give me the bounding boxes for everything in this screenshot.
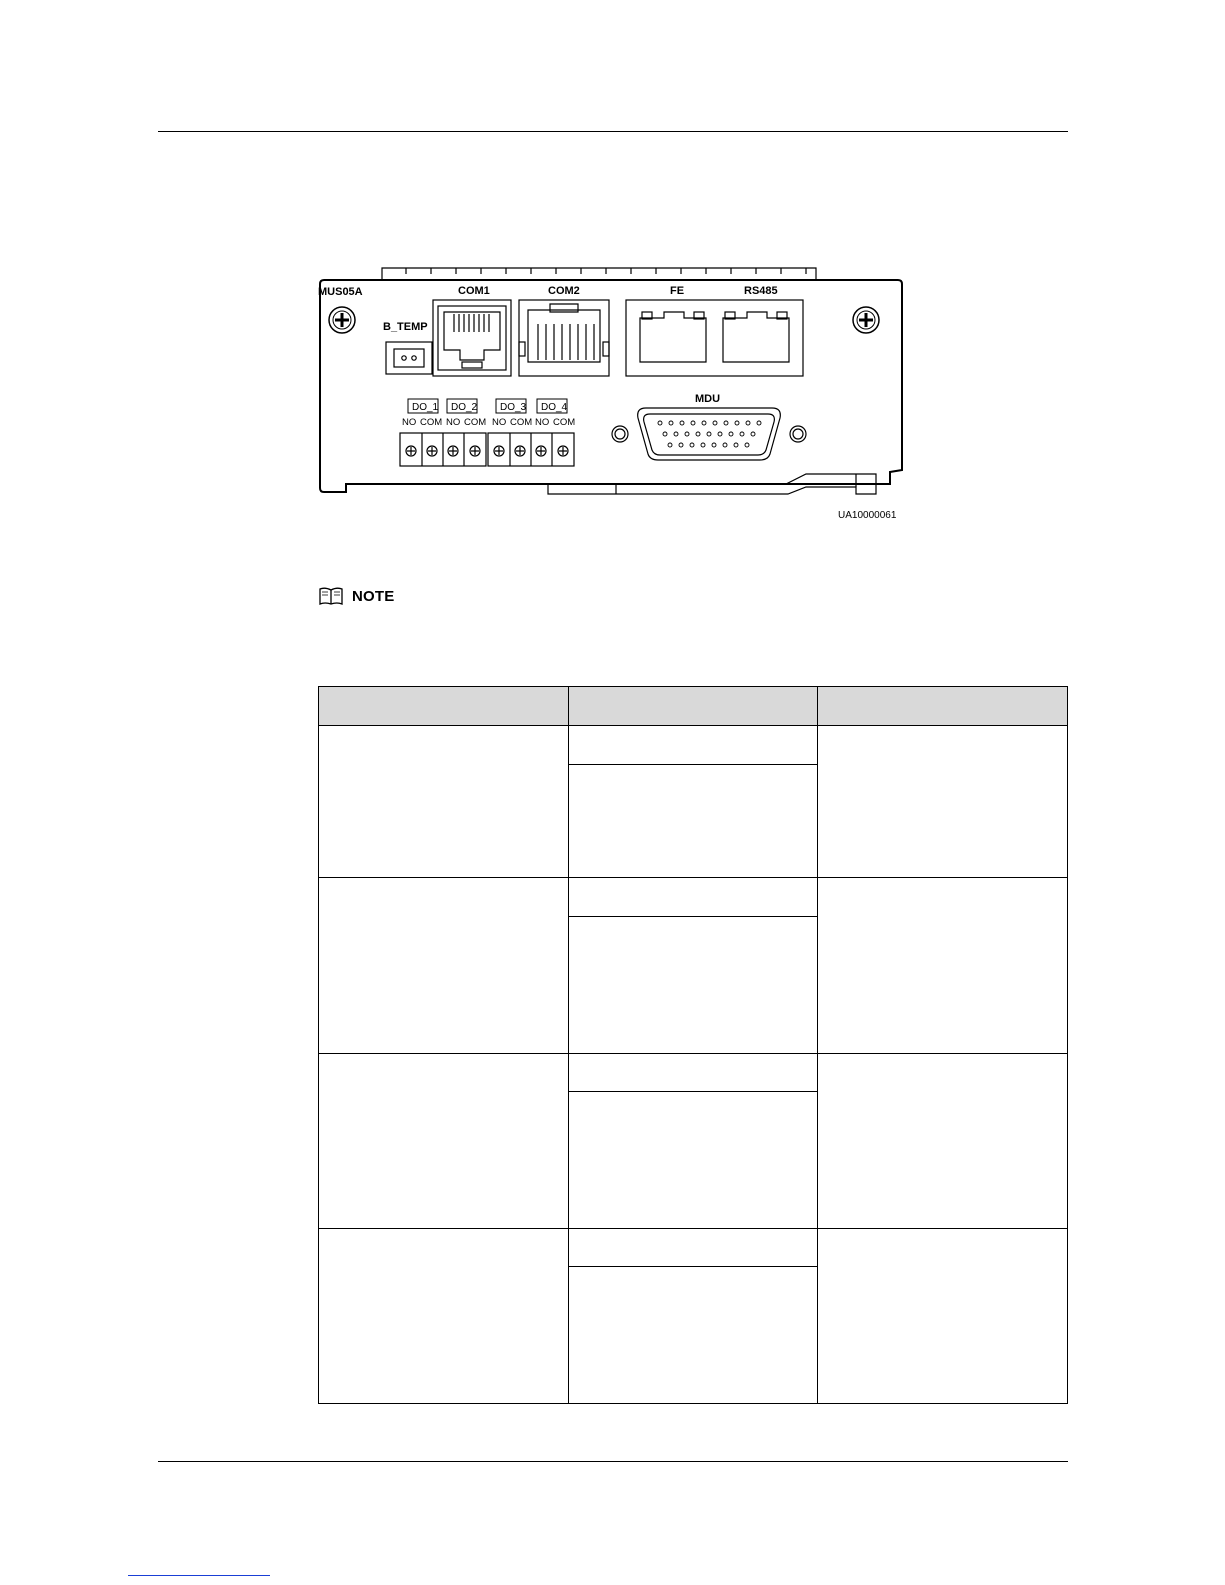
table-row bbox=[319, 1053, 1068, 1091]
do1-label: DO_1 bbox=[412, 402, 439, 413]
do1-com-label: COM bbox=[420, 417, 443, 428]
table-row bbox=[319, 878, 1068, 916]
table-row bbox=[319, 726, 1068, 764]
terminal-block-icon[interactable] bbox=[400, 433, 486, 466]
table-cell bbox=[568, 1267, 818, 1404]
b-temp-label: B_TEMP bbox=[383, 321, 428, 333]
table-cell bbox=[568, 764, 818, 878]
do3-label: DO_3 bbox=[500, 402, 527, 413]
book-icon bbox=[318, 586, 344, 606]
panel-outline bbox=[320, 280, 902, 492]
footer-rule bbox=[158, 1461, 1068, 1462]
note-label: NOTE bbox=[352, 587, 395, 605]
rs485-label: RS485 bbox=[744, 285, 778, 297]
header-rule bbox=[158, 131, 1068, 132]
do3-no-label: NO bbox=[492, 417, 507, 428]
com2-port[interactable] bbox=[519, 300, 609, 376]
heatsink-fins bbox=[382, 268, 816, 280]
table-cell bbox=[568, 1053, 818, 1091]
table-cell bbox=[319, 1053, 569, 1228]
do2-label-box bbox=[447, 399, 478, 413]
do2-com-label: COM bbox=[464, 417, 487, 428]
do3-com-label: COM bbox=[510, 417, 533, 428]
table-row bbox=[319, 1228, 1068, 1266]
table-cell bbox=[818, 1228, 1068, 1403]
table-header-cell bbox=[319, 687, 569, 726]
fe-label: FE bbox=[670, 285, 685, 297]
rs485-port[interactable] bbox=[723, 312, 789, 362]
do1-no-label: NO bbox=[402, 417, 417, 428]
do3-label-box bbox=[496, 399, 527, 413]
board-label: MUS05A bbox=[318, 286, 363, 298]
table-cell bbox=[568, 726, 818, 764]
table-header-row bbox=[319, 687, 1068, 726]
footer-link-underline[interactable] bbox=[128, 1575, 270, 1576]
mus05a-panel-figure bbox=[316, 262, 916, 532]
com1-port[interactable] bbox=[433, 300, 511, 376]
do4-com-label: COM bbox=[553, 417, 576, 428]
table-cell bbox=[319, 726, 569, 878]
table-cell bbox=[818, 1053, 1068, 1228]
table-cell bbox=[568, 916, 818, 1053]
terminal-block-icon[interactable] bbox=[488, 433, 574, 466]
table-header-cell bbox=[568, 687, 818, 726]
figure-id: UA10000061 bbox=[838, 510, 897, 521]
do2-label: DO_2 bbox=[451, 402, 478, 413]
db-connector-icon[interactable] bbox=[612, 408, 806, 460]
b-temp-connector[interactable] bbox=[386, 342, 432, 374]
table-header-cell bbox=[818, 687, 1068, 726]
do1-label-box bbox=[408, 399, 439, 413]
table-cell bbox=[568, 878, 818, 916]
fe-port[interactable] bbox=[640, 312, 706, 362]
table-cell bbox=[319, 1228, 569, 1403]
port-description-table bbox=[318, 686, 1068, 1404]
do4-label: DO_4 bbox=[541, 402, 568, 413]
screw-icon bbox=[329, 307, 355, 333]
note-callout bbox=[318, 586, 394, 606]
mdu-label: MDU bbox=[695, 393, 721, 405]
table-cell bbox=[568, 1228, 818, 1266]
do2-no-label: NO bbox=[446, 417, 461, 428]
table-cell bbox=[818, 878, 1068, 1053]
screw-icon bbox=[853, 307, 879, 333]
table-cell bbox=[568, 1091, 818, 1228]
do4-label-box bbox=[537, 399, 568, 413]
com2-label: COM2 bbox=[548, 285, 580, 297]
table-cell bbox=[319, 878, 569, 1053]
table-cell bbox=[818, 726, 1068, 878]
com1-label: COM1 bbox=[458, 285, 490, 297]
do4-no-label: NO bbox=[535, 417, 550, 428]
fe-rs485-housing bbox=[626, 300, 803, 376]
